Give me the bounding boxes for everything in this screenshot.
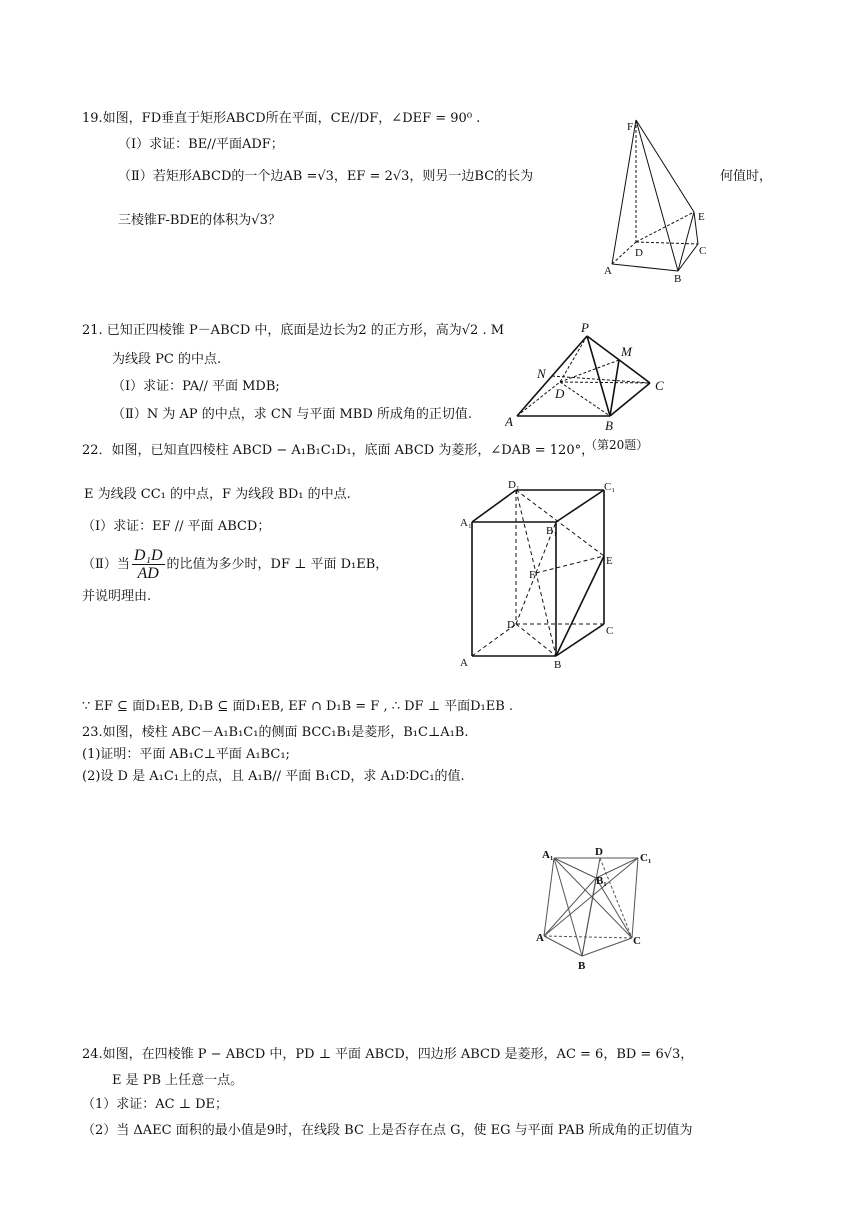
p21-line3: （Ⅰ）求证：PA// 平面 MDB; xyxy=(112,379,280,394)
p23-line1: 23.如图，棱柱 ABC－A₁B₁C₁的侧面 BCC₁B₁是菱形，B₁C⊥A₁B. xyxy=(82,725,469,740)
p19-line1: 19.如图，FD垂直于矩形ABCD所在平面，CE//DF，∠DEF = 90⁰ . xyxy=(82,111,481,126)
p21-label-B: B xyxy=(605,418,613,433)
p22-line4 xyxy=(82,546,388,584)
p22-label-D: D xyxy=(507,619,515,631)
p22-conclusion: ∵ EF ⊆ 面D₁EB, D₁B ⊆ 面D₁EB, EF ∩ D₁B = F , ∴ DF ⊥ 平面D₁EB . xyxy=(82,699,514,714)
p23-label-B: B xyxy=(578,960,586,972)
p21-label-N: N xyxy=(537,366,546,381)
p21-caption: （第20题） xyxy=(585,438,649,452)
p22-line5: 并说明理由. xyxy=(82,589,152,604)
p22-figure xyxy=(456,476,626,672)
p24-line2: E 是 PB 上任意一点。 xyxy=(112,1073,244,1088)
p22-label-C: C xyxy=(606,625,614,637)
p21-label-M: M xyxy=(621,344,632,359)
p22-label-B: B xyxy=(554,659,562,671)
p22-line1: 22．如图，已知直四棱柱 ABCD − A₁B₁C₁D₁，底面 ABCD 为菱形，∠DAB = 120°， xyxy=(82,443,595,458)
p24-line4: （2）当 ΔAEC 面积的最小值是9时，在线段 BC 上是否存在点 G，使 EG 与平面 PAB 所成角的正切值为 xyxy=(82,1123,693,1138)
p22-line4-post: 的比值为多少时，DF ⊥ 平面 D₁EB， xyxy=(166,557,389,572)
p22-frac-den: AD xyxy=(137,565,159,582)
p21-label-P: P xyxy=(581,320,589,335)
p19-label-F: F xyxy=(627,121,634,133)
p19-label-B: B xyxy=(674,273,682,284)
p24-line1: 24.如图，在四棱锥 P − ABCD 中，PD ⊥ 平面 ABCD，四边形 ABCD 是菱形，AC = 6，BD = 6√3， xyxy=(82,1047,694,1062)
p22-line4-pre: （Ⅱ）当 xyxy=(82,557,130,572)
p22-line3: （Ⅰ）求证：EF // 平面 ABCD； xyxy=(82,519,271,534)
p19-line2: （Ⅰ）求证：BE//平面ADF； xyxy=(118,137,284,152)
p23-figure xyxy=(532,844,662,974)
p23-line3: (2)设 D 是 A₁C₁上的点，且 A₁B// 平面 B₁CD，求 A₁D∶DC₁的值. xyxy=(82,769,465,784)
p19-figure xyxy=(598,114,714,284)
p23-label-A1: A₁ xyxy=(542,849,554,861)
p23-label-B1: B₁ xyxy=(596,875,607,887)
p21-line2: 为线段 PC 的中点. xyxy=(112,352,222,367)
p21-line1: 21. 已知正四棱锥 P－ABCD 中，底面是边长为2 的正方形，高为√2 . M xyxy=(82,323,505,338)
p23-line2: (1)证明：平面 AB₁C⊥平面 A₁BC₁; xyxy=(82,747,290,762)
p19-label-D: D xyxy=(635,247,643,259)
p21-label-A: A xyxy=(505,414,513,429)
p21-label-C: C xyxy=(655,378,664,393)
p22-label-A1: A₁ xyxy=(460,517,472,529)
p19-line3-tail: 何值时， xyxy=(720,169,773,184)
p22-label-C1: C₁ xyxy=(604,481,616,493)
p22-frac-num: D₁D xyxy=(133,547,163,564)
p19-label-E: E xyxy=(698,211,705,223)
p23-label-C: C xyxy=(633,935,641,947)
p22-label-B1: B₁ xyxy=(546,525,558,537)
p22-fraction xyxy=(132,547,165,582)
p19-label-A: A xyxy=(604,265,612,277)
p23-label-A: A xyxy=(536,932,544,944)
p19-line4: 三棱锥F-BDE的体积为√3？ xyxy=(118,213,281,228)
p22-label-D1: D₁ xyxy=(508,479,520,491)
p19-label-C: C xyxy=(699,245,707,257)
p22-line2: E 为线段 CC₁ 的中点，F 为线段 BD₁ 的中点. xyxy=(84,487,351,502)
p22-label-E: E xyxy=(606,555,613,567)
p24-line3: （1）求证：AC ⊥ DE； xyxy=(82,1097,229,1112)
p21-line4: （Ⅱ）N 为 AP 的中点，求 CN 与平面 MBD 所成角的正切值. xyxy=(112,407,473,422)
p23-label-D: D xyxy=(595,846,603,858)
p21-label-D: D xyxy=(555,386,565,401)
p23-label-C1: C₁ xyxy=(640,852,652,864)
p22-label-F: F xyxy=(529,569,536,581)
p21-figure xyxy=(505,318,675,438)
p19-line3: （Ⅱ）若矩形ABCD的一个边AB =√3，EF = 2√3，则另一边BC的长为 xyxy=(118,169,534,184)
p22-label-A: A xyxy=(460,657,468,669)
